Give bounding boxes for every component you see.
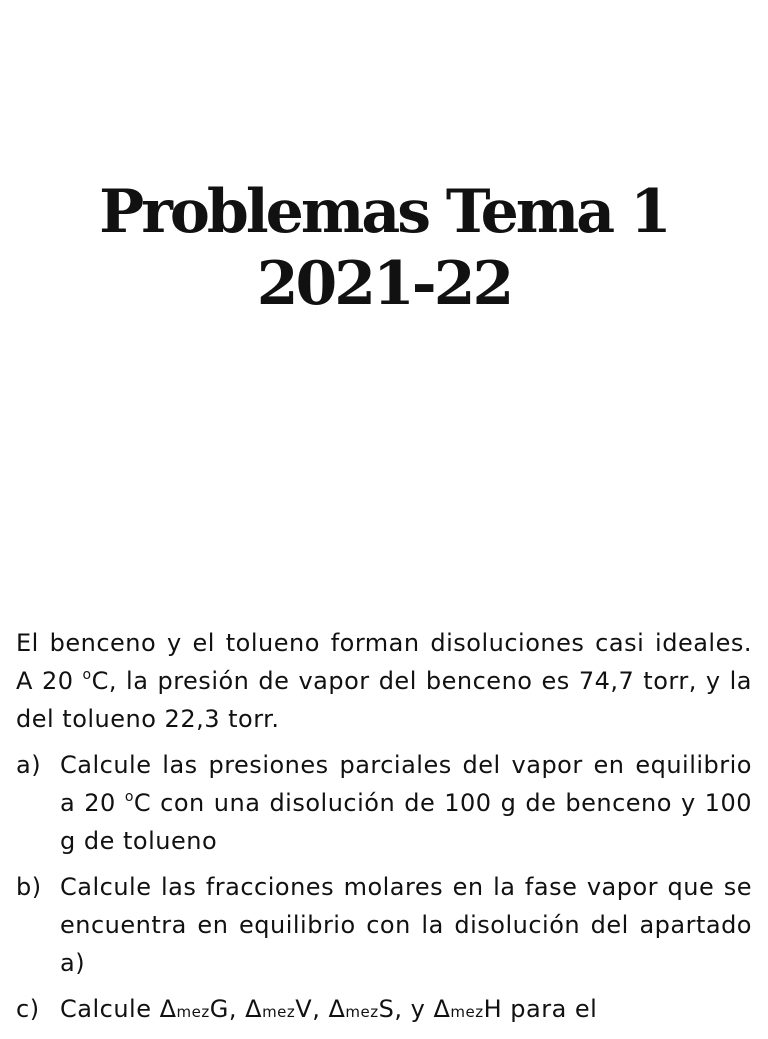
item-c-calc: Calcule — [60, 995, 152, 1023]
item-text — [60, 746, 752, 860]
degree-mark: o — [124, 789, 134, 805]
title-line-1: Problemas Tema 1 — [99, 177, 669, 247]
mez-subscript: mez — [450, 1003, 484, 1021]
delta-symbol: Δ — [159, 995, 177, 1023]
mez-subscript: mez — [262, 1003, 296, 1021]
degree-mark: o — [82, 667, 92, 683]
item-letter: c) — [16, 995, 40, 1023]
delta-symbol: Δ — [433, 995, 451, 1023]
mez-subscript: mez — [345, 1003, 379, 1021]
item-text: Calcule las fracciones molares en la fase vapor que se encuentra en equilibrio con la disolución del apartado a) — [60, 873, 752, 977]
page-title — [0, 176, 768, 320]
item-letter: a) — [16, 751, 42, 779]
title-line-2: 2021-22 — [256, 249, 512, 319]
problem-items — [16, 746, 752, 1031]
mez-subscript: mez — [176, 1003, 210, 1021]
intro-text-1: El benceno y el tolueno forman disoluciones casi ideales. A 20 — [16, 629, 752, 695]
delta-symbol: Δ — [328, 995, 346, 1023]
intro-text-2: C, la presión de vapor del benceno es 74,7 torr, y la del tolueno 22,3 torr. — [16, 667, 752, 733]
delta-symbol: Δ — [245, 995, 263, 1023]
list-item — [16, 746, 752, 860]
item-text — [60, 990, 752, 1031]
item-letter: b) — [16, 873, 42, 901]
item-a-text-2: C con una disolución de 100 g de benceno y 100 g de tolueno — [60, 789, 752, 855]
item-a-text-1: Calcule las presiones parciales del vapor en equilibrio a 20 — [60, 751, 752, 817]
list-item — [16, 990, 752, 1031]
item-c-g: G, — [209, 995, 237, 1023]
item-c-v: V, — [295, 995, 321, 1023]
item-c-s: S, y — [378, 995, 426, 1023]
problem-intro — [16, 624, 752, 738]
problem-body — [16, 624, 752, 1039]
list-item — [16, 868, 752, 982]
item-c-h: H para el — [483, 995, 598, 1023]
